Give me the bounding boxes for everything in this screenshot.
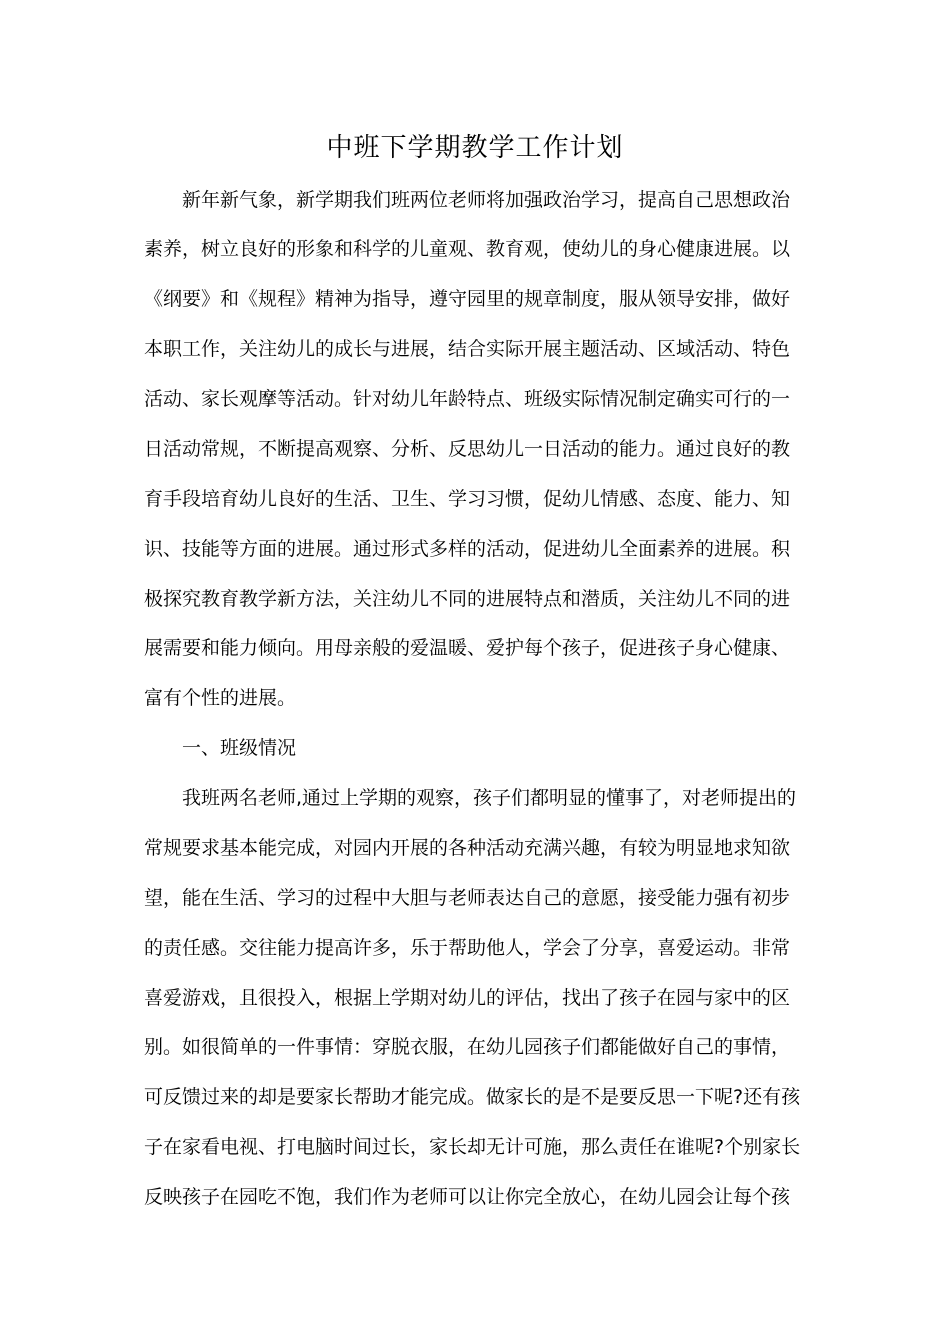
paragraph-line: 素养，树立良好的形象和科学的儿童观、教育观，使幼儿的身心健康进展。以 [144, 238, 791, 260]
paragraph-line: 展需要和能力倾向。用母亲般的爱温暖、爱护每个孩子，促进孩子身心健康、 [144, 637, 791, 659]
paragraph-line: 活动、家长观摩等活动。针对幼儿年龄特点、班级实际情况制定确实可行的一 [144, 388, 791, 410]
paragraph-line: 富有个性的进展。 [144, 687, 297, 709]
paragraph-line: 新年新气象，新学期我们班两位老师将加强政治学习，提高自己思想政治 [182, 189, 791, 211]
paragraph-line: 常规要求基本能完成，对园内开展的各种活动充满兴趣，有较为明显地求知欲 [144, 837, 791, 859]
paragraph-line: 子在家看电视、打电脑时间过长，家长却无计可施，那么责任在谁呢?个别家长 [144, 1136, 801, 1158]
paragraph-line: 望，能在生活、学习的过程中大胆与老师表达自己的意愿，接受能力强有初步 [144, 887, 791, 909]
paragraph-line: 反映孩子在园吃不饱，我们作为老师可以让你完全放心，在幼儿园会让每个孩 [144, 1186, 791, 1208]
paragraph-line: 本职工作，关注幼儿的成长与进展，结合实际开展主题活动、区域活动、特色 [144, 338, 791, 360]
paragraph-line: 极探究教育教学新方法，关注幼儿不同的进展特点和潜质，关注幼儿不同的进 [144, 588, 791, 610]
paragraph-line: 可反馈过来的却是要家长帮助才能完成。做家长的是不是要反思一下呢?还有孩 [144, 1086, 801, 1108]
section-heading: 一、班级情况 [182, 737, 297, 759]
paragraph-line: 育手段培育幼儿良好的生活、卫生、学习习惯，促幼儿情感、态度、能力、知 [144, 488, 791, 510]
paragraph-line: 日活动常规，不断提高观察、分析、反思幼儿一日活动的能力。通过良好的教 [144, 438, 791, 460]
paragraph-line: 的责任感。交往能力提高许多，乐于帮助他人，学会了分享，喜爱运动。非常 [144, 937, 791, 959]
paragraph-line: 我班两名老师,通过上学期的观察，孩子们都明显的懂事了，对老师提出的 [182, 787, 797, 809]
paragraph-line: 喜爱游戏，且很投入，根据上学期对幼儿的评估，找出了孩子在园与家中的区 [144, 987, 791, 1009]
paragraph-line: 《纲要》和《规程》精神为指导，遵守园里的规章制度，服从领导安排，做好 [144, 288, 791, 310]
paragraph-line: 别。如很简单的一件事情：穿脱衣服，在幼儿园孩子们都能做好自己的事情， [144, 1036, 791, 1058]
document-title: 中班下学期教学工作计划 [326, 133, 624, 163]
paragraph-line: 识、技能等方面的进展。通过形式多样的活动，促进幼儿全面素养的进展。积 [144, 538, 791, 560]
